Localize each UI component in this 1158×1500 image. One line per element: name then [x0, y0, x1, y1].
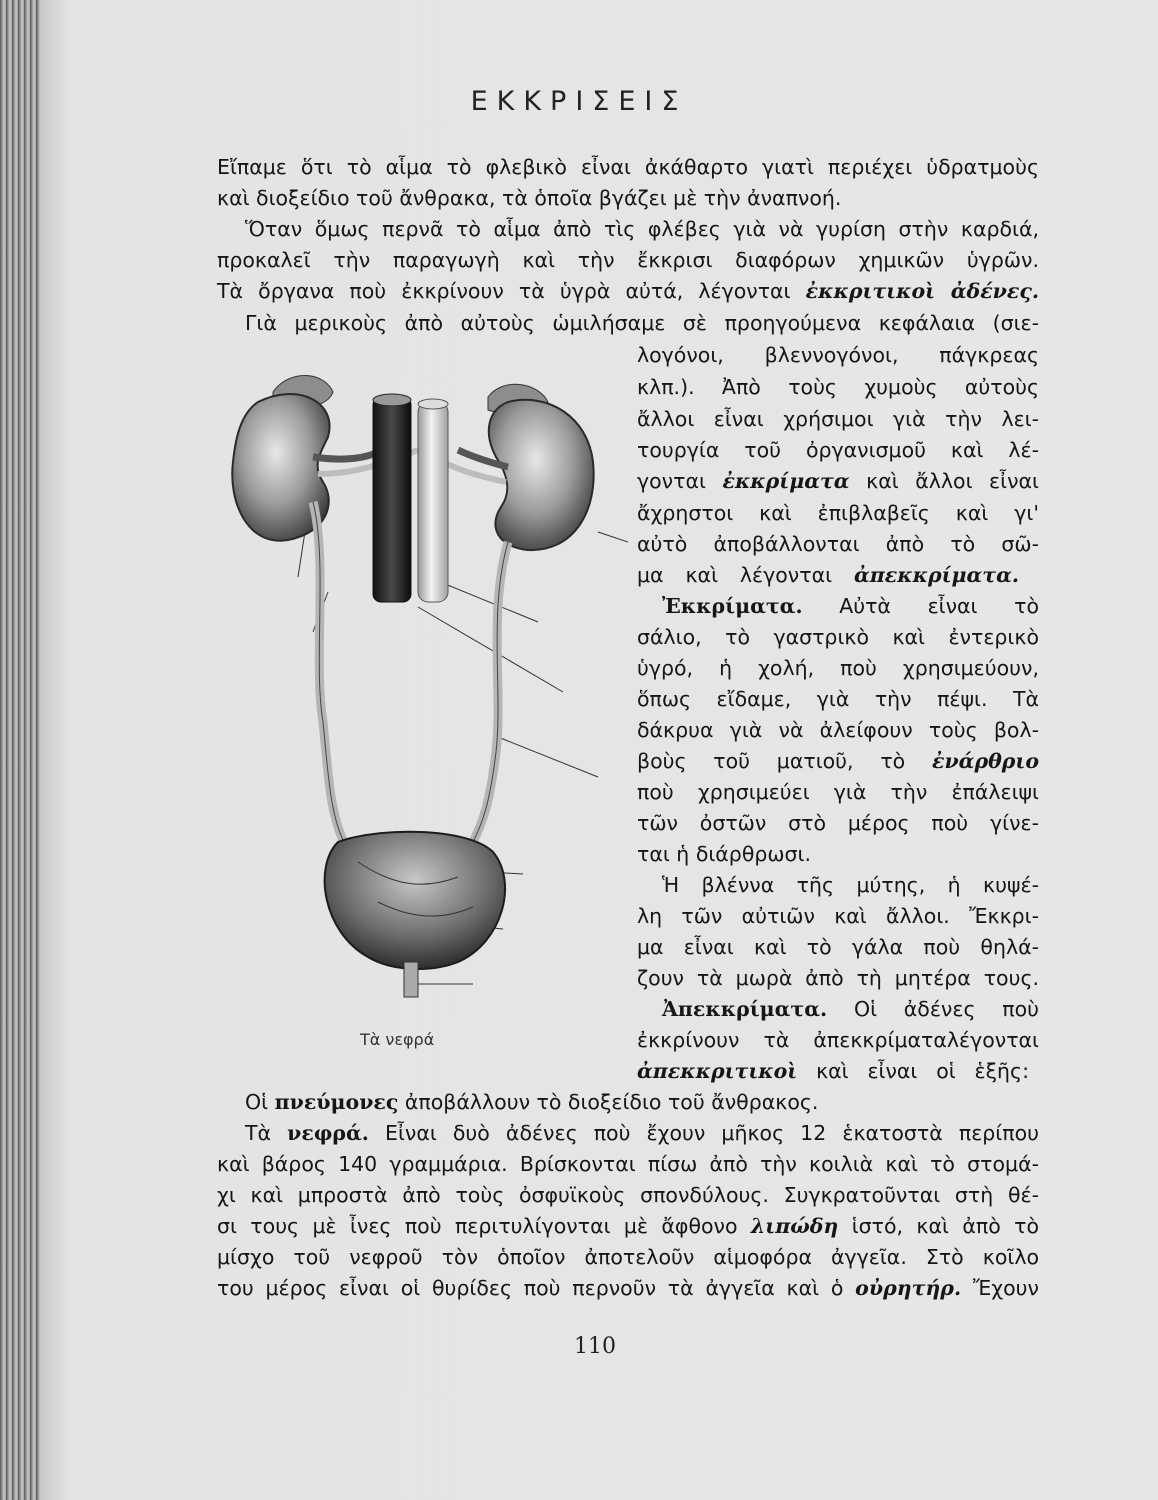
text-line: τουργία τοῦ ὀργανισμοῦ καὶ λέ- [637, 438, 1039, 462]
text-line [637, 1061, 1029, 1082]
text-line: χι καὶ μπροστὰ ἀπὸ τοὺς ὀσφυϊκοὺς σπονδύλους. Συγκρατοῦνται στὴ θέ- [217, 1183, 1039, 1207]
text-line: ὑγρό, ἡ χολή, ποὺ χρησιμεύουν, [637, 656, 1039, 680]
text-line [662, 596, 1039, 617]
text-line [662, 999, 1039, 1020]
text-span: καὶ ἄλλοι εἶναι [866, 469, 1039, 493]
text-line [245, 1123, 1039, 1144]
book-spine-edge [0, 0, 42, 1500]
text-line: καὶ βάρος 140 γραμμάρια. Βρίσκονται πίσω ἀπὸ τὴν κοιλιὰ καὶ τὸ στομά- [217, 1152, 1039, 1176]
text-span: Τὰ [245, 1121, 272, 1145]
text-span: του μέρος εἶναι οἱ θυρίδες ποὺ περνοῦν τὰ ἀγγεῖα καὶ ὁ [217, 1276, 844, 1300]
text-span: καὶ εἶναι οἱ ἑξῆς: [816, 1059, 1029, 1083]
text-line: ἄλλοι εἶναι χρήσιμοι γιὰ τὴν λει- [637, 407, 1039, 431]
heading-ekkrimata: Ἐκκρίματα. [662, 594, 803, 618]
text-line: ἄχρηστοι καὶ ἐπιβλαβεῖς καὶ γι' [637, 501, 1039, 525]
text-span: σι τους μὲ ἶνες ποὺ περιτυλίγονται μὲ ἄφθονο [217, 1214, 738, 1238]
term-lipodi: λιπώδη [750, 1214, 839, 1238]
term-ekkritikoi-adenes: ἐκκριτικοὶ ἀδένες. [805, 279, 1039, 303]
kidneys-illustration [218, 362, 628, 1022]
text-line: ἐκκρίνουν τὰ ἀπεκκρίματαλέγονται [637, 1028, 1039, 1052]
text-line: καὶ διοξείδιο τοῦ ἄνθρακα, τὰ ὁποῖα βγάζει μὲ τὴν ἀναπνοή. [217, 186, 842, 210]
text-line: ται ἡ διάρθρωσι. [637, 842, 811, 866]
term-apekkritikoi: ἀπεκκριτικοὶ [637, 1059, 798, 1083]
term-apekkrimata: ἀπεκκρίματα. [853, 563, 1019, 587]
text-line: μίσχο τοῦ νεφροῦ τὸν ὁποῖον ἀποτελοῦν αἱμοφόρα ἀγγεῖα. Στὸ κοῖλο [217, 1245, 1039, 1269]
text-line: σάλιο, τὸ γαστρικὸ καὶ ἐντερικὸ [637, 625, 1039, 649]
text-line: λογόνοι, βλεννογόνοι, πάγκρεας [637, 343, 1039, 367]
heading-apekkrimata: Ἀπεκκρίματα. [662, 997, 828, 1021]
text-span: Εἶναι δυὸ ἀδένες ποὺ ἔχουν μῆκος 12 ἑκατοστὰ περίπου [385, 1121, 1039, 1145]
text-line: Ἡ βλέννα τῆς μύτης, ἡ κυψέ- [662, 873, 1039, 897]
term-ouritir: οὐρητήρ. [855, 1276, 962, 1300]
text-line: Εἴπαμε ὅτι τὸ αἷμα τὸ φλεβικὸ εἶναι ἀκάθαρτο γιατὶ περιέχει ὑδρατμοὺς [217, 155, 1039, 179]
text-span: Οἱ [245, 1090, 269, 1114]
text-line [217, 1278, 1039, 1299]
page-number: 110 [574, 1334, 616, 1359]
text-line: κλπ.). Ἀπὸ τοὺς χυμοὺς αὐτοὺς [637, 375, 1039, 399]
term-pneumones: πνεύμονες [274, 1090, 399, 1114]
text-span: μα καὶ λέγονται [637, 563, 833, 587]
text-line [217, 281, 1039, 302]
figure-caption: Τὰ νεφρά [360, 1030, 435, 1049]
text-span: Οἱ ἀδένες ποὺ [853, 997, 1039, 1021]
text-line: Γιὰ μερικοὺς ἀπὸ αὐτοὺς ὡμιλήσαμε σὲ προηγούμενα κεφάλαια (σιε- [245, 311, 1039, 335]
text-line: ὅπως εἴδαμε, γιὰ τὴν πέψι. Τὰ [637, 687, 1039, 711]
text-line [637, 565, 1019, 586]
text-line: ποὺ χρησιμεύει γιὰ τὴν ἐπάλειψι [637, 780, 1039, 804]
text-span: Τὰ ὄργανα ποὺ ἐκκρίνουν τὰ ὑγρὰ αὐτά, λέγονται [217, 279, 791, 303]
term-ekkrimata: ἐκκρίματα [722, 469, 850, 493]
text-line: λη τῶν αὐτιῶν καὶ ἄλλοι. Ἔκκρι- [637, 904, 1039, 928]
text-line [245, 1092, 1039, 1113]
text-span: Αὐτὰ εἶναι τὸ [839, 594, 1039, 618]
text-line [217, 1216, 1039, 1237]
text-line: αὐτὸ ἀποβάλλονται ἀπὸ τὸ σῶ- [637, 532, 1039, 556]
term-enarthrio: ἐνάρθριο [932, 749, 1039, 773]
text-span: βοὺς τοῦ ματιοῦ, τὸ [637, 749, 906, 773]
text-span: ἀποβάλλουν τὸ διοξείδιο τοῦ ἄνθρακος. [404, 1090, 819, 1114]
text-line: προκαλεῖ τὴν παραγωγὴ καὶ τὴν ἔκκρισι διαφόρων χημικῶν ὑγρῶν. [217, 248, 1039, 272]
text-line [637, 471, 1039, 492]
text-line: τῶν ὀστῶν στὸ μέρος ποὺ γίνε- [637, 811, 1039, 835]
page-title: ΕΚΚΡΙΣΕΙΣ [470, 86, 688, 117]
text-span: γονται [637, 469, 706, 493]
text-line: δάκρυα γιὰ νὰ ἀλείφουν τοὺς βολ- [637, 718, 1039, 742]
text-line: μα εἶναι καὶ τὸ γάλα ποὺ θηλά- [637, 935, 1039, 959]
text-line: Ὅταν ὅμως περνᾶ τὸ αἷμα ἀπὸ τὶς φλέβες γιὰ νὰ γυρίση στὴν καρδιά, [245, 217, 1039, 241]
term-nefra: νεφρά. [287, 1121, 369, 1145]
text-span: ἱστό, καὶ ἀπὸ τὸ [851, 1214, 1039, 1238]
text-line: ζουν τὰ μωρὰ ἀπὸ τὴ μητέρα τους. [637, 966, 1039, 990]
text-span: Ἔχουν [972, 1276, 1039, 1300]
text-line [637, 751, 1039, 772]
